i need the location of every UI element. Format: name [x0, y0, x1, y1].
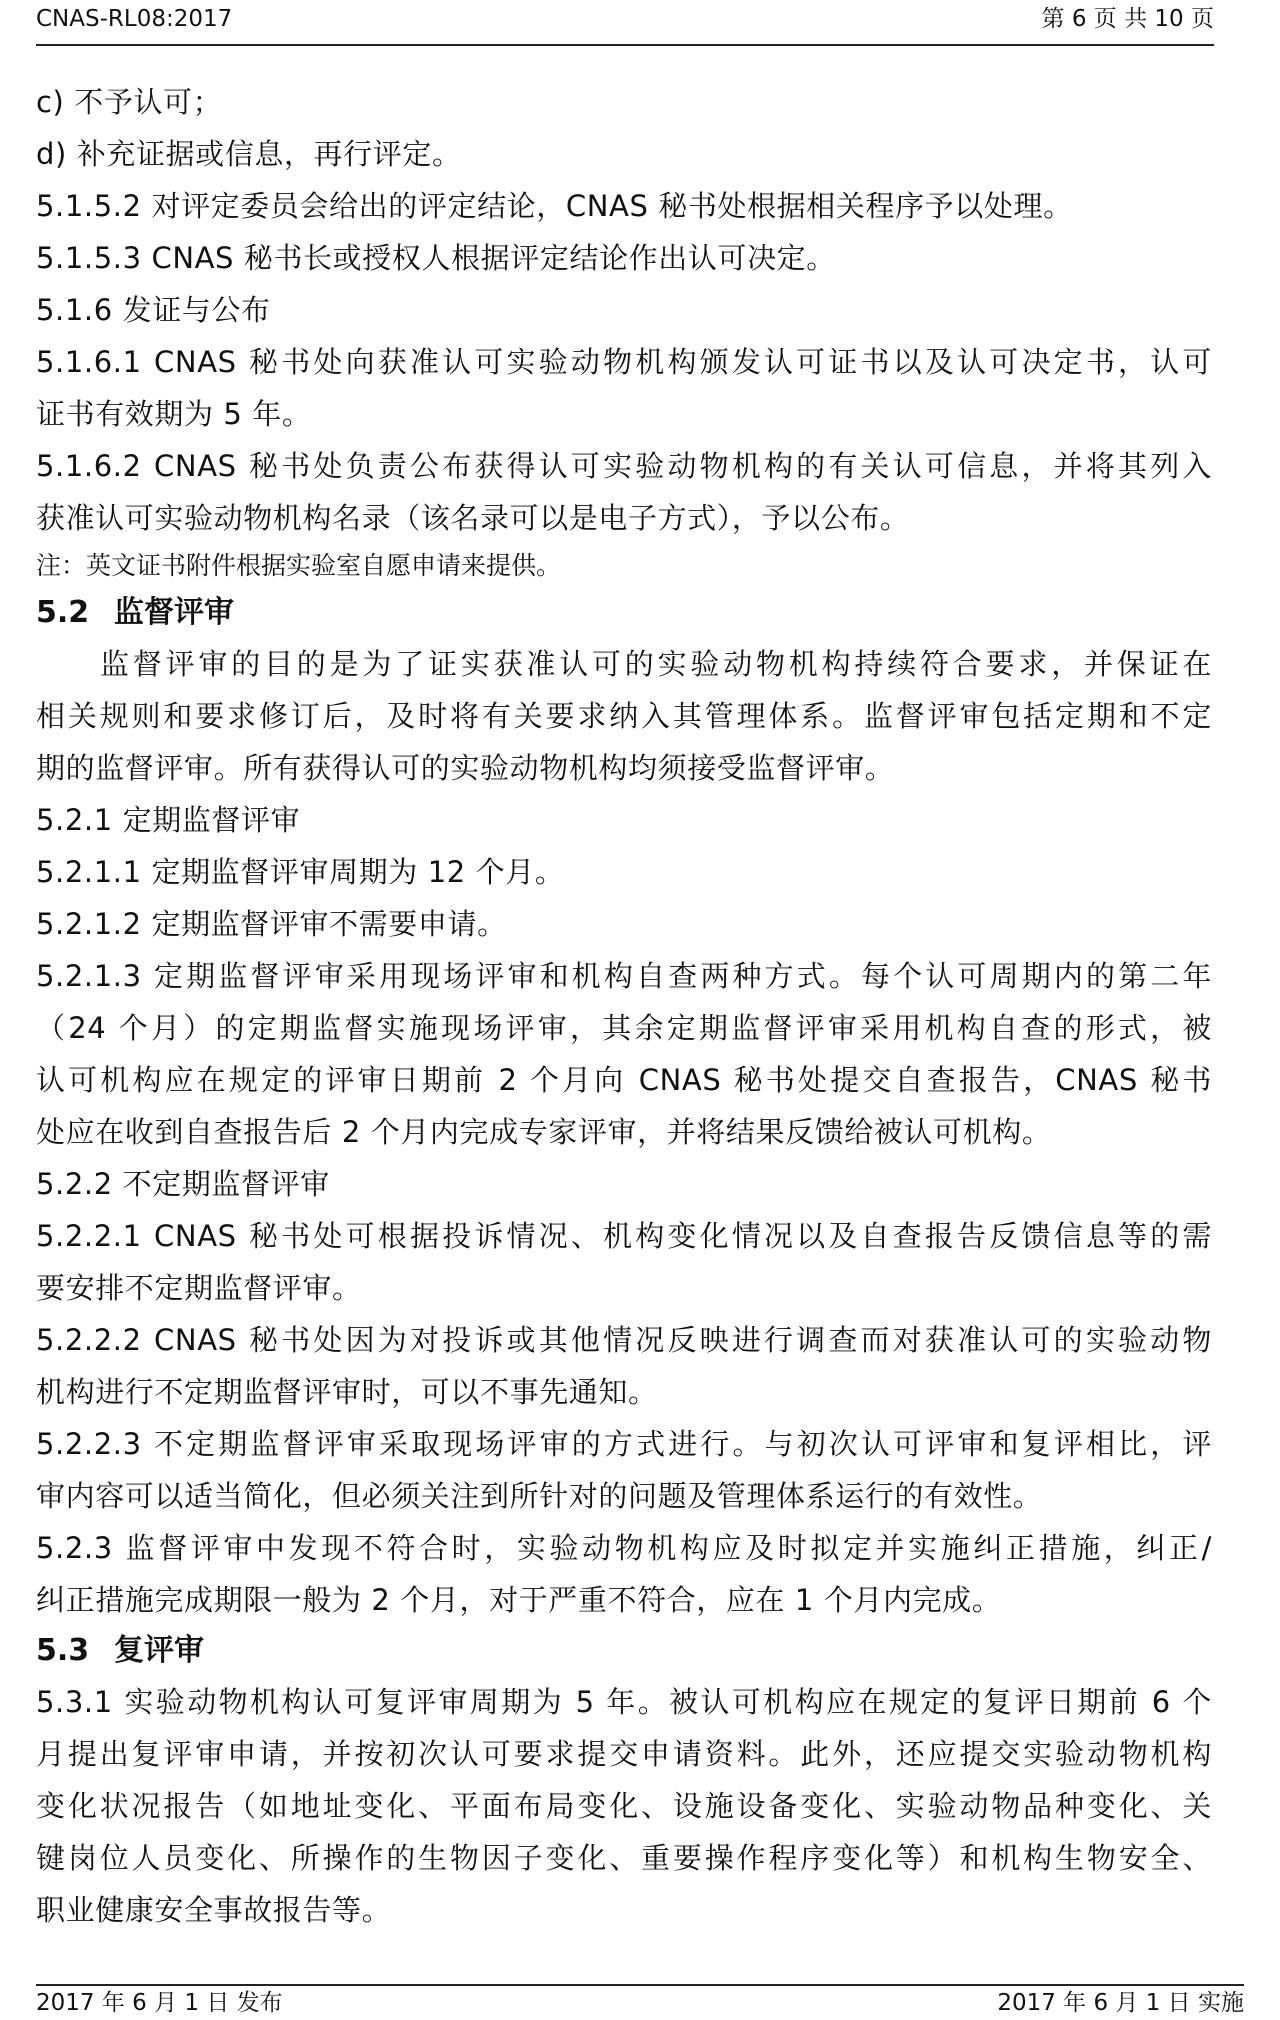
- page-number: 第 6 页 共 10 页: [1041, 6, 1214, 32]
- section-number: 5.3: [36, 1633, 90, 1668]
- text-line: 证书有效期为 5 年。: [36, 397, 312, 431]
- text-line: 5.1.5.3 CNAS 秘书长或授权人根据评定结论作出认可决定。: [36, 241, 836, 275]
- text-line: 机构进行不定期监督评审时，可以不事先通知。: [36, 1375, 658, 1409]
- text-line: 5.1.5.2 对评定委员会给出的评定结论，CNAS 秘书处根据相关程序予以处理。: [36, 189, 1073, 223]
- text-line: 获准认可实验动物机构名录（该名录可以是电子方式），予以公布。: [36, 501, 910, 535]
- text-line: c) 不予认可；: [36, 85, 223, 119]
- document-body: [36, 76, 1212, 1936]
- text-line: 认可机构应在规定的评审日期前 2 个月向 CNAS 秘书处提交自查报告，CNAS 秘书: [36, 1063, 1212, 1097]
- issue-date: 2017 年 6 月 1 日 发布: [36, 1990, 283, 2016]
- section-title: 复评审: [114, 1633, 204, 1668]
- text-line: 5.2.1.3 定期监督评审采用现场评审和机构自查两种方式。每个认可周期内的第二年: [36, 959, 1212, 993]
- text-line: 5.2.1.1 定期监督评审周期为 12 个月。: [36, 855, 565, 889]
- page-footer: [36, 1984, 1244, 2020]
- note: 注：英文证书附件根据实验室自愿申请来提供。: [36, 551, 562, 580]
- text-line: 5.1.6.1 CNAS 秘书处向获准认可实验动物机构颁发认可证书以及认可决定书，认可: [36, 345, 1212, 379]
- text-line: 5.2.3 监督评审中发现不符合时，实验动物机构应及时拟定并实施纠正措施，纠正/: [36, 1531, 1212, 1565]
- text-line: 5.3.1 实验动物机构认可复评审周期为 5 年。被认可机构应在规定的复评日期前 6 个: [36, 1685, 1212, 1719]
- text-line: 5.1.6.2 CNAS 秘书处负责公布获得认可实验动物机构的有关认可信息，并将其列入: [36, 449, 1212, 483]
- text-line: 审内容可以适当简化，但必须关注到所针对的问题及管理体系运行的有效性。: [36, 1479, 1043, 1513]
- text-line: d) 补充证据或信息，再行评定。: [36, 137, 462, 171]
- section-5-2-2-title: 5.2.2 不定期监督评审: [36, 1167, 330, 1201]
- text-line: 月提出复评审申请，并按初次认可要求提交申请资料。此外，还应提交实验动物机构: [36, 1737, 1212, 1771]
- text-line: 职业健康安全事故报告等。: [36, 1893, 392, 1927]
- section-5-2-heading: [36, 588, 1212, 638]
- section-title: 监督评审: [114, 595, 234, 630]
- text-line: 5.2.2.3 不定期监督评审采取现场评审的方式进行。与初次认可评审和复评相比，评: [36, 1427, 1212, 1461]
- text-line: 处应在收到自查报告后 2 个月内完成专家评审，并将结果反馈给被认可机构。: [36, 1115, 1052, 1149]
- text-line: 5.2.1.2 定期监督评审不需要申请。: [36, 907, 507, 941]
- section-5-3-heading: [36, 1626, 1212, 1676]
- section-5-1-6-title: 5.1.6 发证与公布: [36, 293, 271, 327]
- text-line: （24 个月）的定期监督实施现场评审，其余定期监督评审采用机构自查的形式，被: [36, 1011, 1212, 1045]
- paragraph-line: 相关规则和要求修订后，及时将有关要求纳入其管理体系。监督评审包括定期和不定: [36, 699, 1212, 733]
- paragraph-line: 期的监督评审。所有获得认可的实验动物机构均须接受监督评审。: [36, 751, 895, 785]
- section-5-2-1-title: 5.2.1 定期监督评审: [36, 803, 301, 837]
- implementation-date: 2017 年 6 月 1 日 实施: [997, 1990, 1244, 2016]
- doc-code: CNAS-RL08:2017: [36, 6, 233, 32]
- paragraph-line: 监督评审的目的是为了证实获准认可的实验动物机构持续符合要求，并保证在: [100, 647, 1212, 681]
- text-line: 5.2.2.1 CNAS 秘书处可根据投诉情况、机构变化情况以及自查报告反馈信息等的需: [36, 1219, 1212, 1253]
- text-line: 5.2.2.2 CNAS 秘书处因为对投诉或其他情况反映进行调查而对获准认可的实验动物: [36, 1323, 1212, 1357]
- section-number: 5.2: [36, 595, 90, 630]
- page-header: [36, 0, 1214, 46]
- text-line: 纠正措施完成期限一般为 2 个月，对于严重不符合，应在 1 个月内完成。: [36, 1583, 1002, 1617]
- text-line: 变化状况报告（如地址变化、平面布局变化、设施设备变化、实验动物品种变化、关: [36, 1789, 1212, 1823]
- text-line: 键岗位人员变化、所操作的生物因子变化、重要操作程序变化等）和机构生物安全、: [36, 1841, 1212, 1875]
- text-line: 要安排不定期监督评审。: [36, 1271, 362, 1305]
